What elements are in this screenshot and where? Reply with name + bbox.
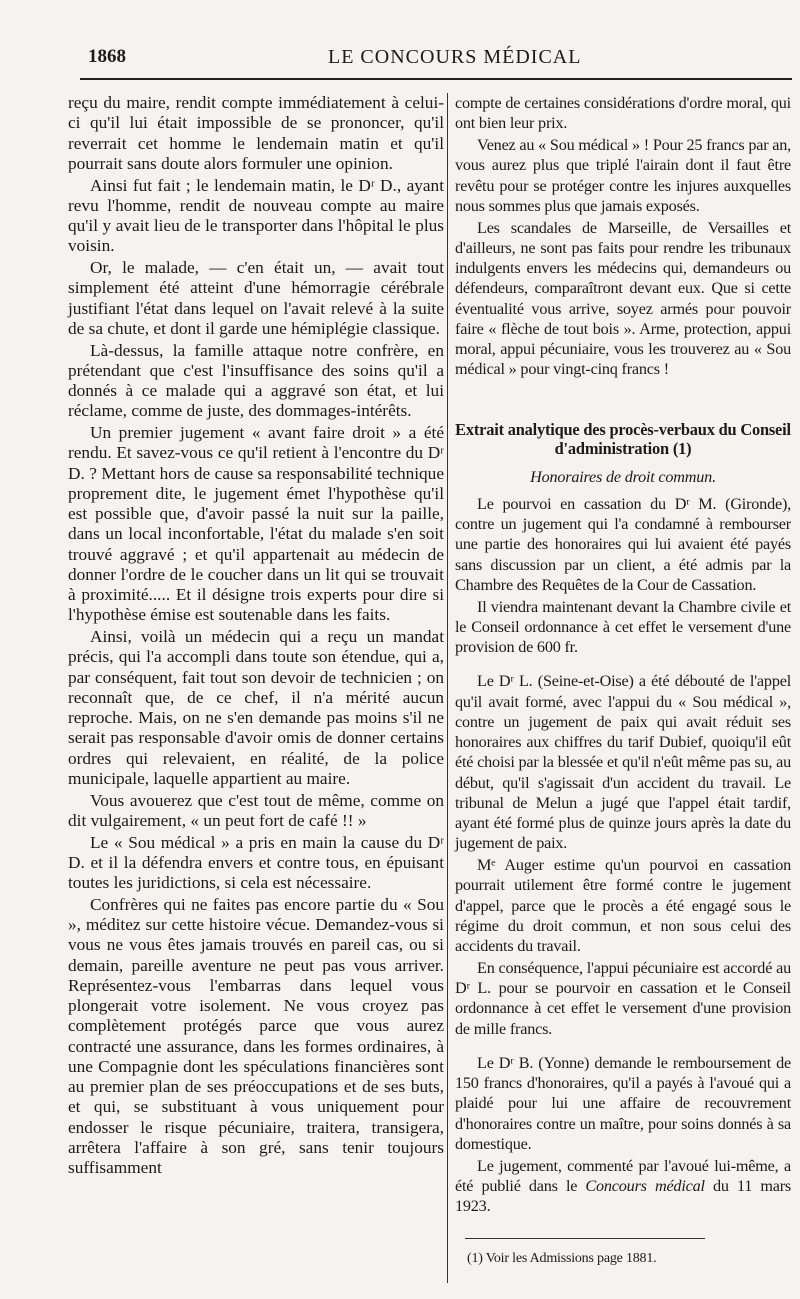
paragraph: reçu du maire, rendit compte immédiatement à celui-ci qu'il lui était impossible de se prononcer, qu'il reverrait cet homme le lendemain matin et qu'il pourrait sans doute alors formuler une opinion. xyxy=(68,93,444,173)
paragraph: Là-dessus, la famille attaque notre confrère, en prétendant que c'est l'insuffisance des soins qu'il a donnés à ce malade qui a aggravé son état, et lui réclame, comme de juste, des dommages-intérêts. xyxy=(68,340,444,421)
journal-title: Concours médical xyxy=(585,1176,705,1195)
paragraph: Venez au « Sou médical » ! Pour 25 francs par an, vous aurez plus que triplé l'airain dont il faut être revêtu pour se protéger contre les injures auxquelles nous sommes plus que jamais exposés. xyxy=(455,136,791,215)
page-number: 1868 xyxy=(88,46,126,67)
page-header xyxy=(88,44,760,74)
left-column xyxy=(68,93,444,1180)
footnote: (1) Voir les Admissions page 1881. xyxy=(467,1251,657,1267)
header-rule xyxy=(80,78,792,80)
paragraph: Le Dʳ B. (Yonne) demande le remboursement de 150 francs d'honoraires, qu'il a payés à l'avoué qui a plaidé pour lui une affaire de recouvrement d'honoraires contre un maître, pour soins donnés à sa domestique. xyxy=(455,1053,791,1153)
text: du 11 mars 1923. xyxy=(455,1176,792,1215)
paragraph: Mᵉ Auger estime qu'un pourvoi en cassation pourrait utilement être formé contre le jugement d'appel, parce que le procès a été engagé sous le régime du droit commun, et non sous celui des accidents du travail. xyxy=(455,856,791,955)
paragraph: Les scandales de Marseille, de Versailles et d'ailleurs, ne sont pas faits pour rendre les tribunaux indulgents envers les médecins qui, demandeurs ou défendeurs, comparaîtront devant eux. Que si cette éventualité vous arrive, soyez armés pour pouvoir faire « flèche de tout bois ». Arme, protection, appui moral, appui pécuniaire, vous les trouverez au « Sou médical » pour vingt-cinq francs ! xyxy=(455,218,791,379)
paragraph xyxy=(455,1156,791,1217)
paragraph: En conséquence, l'appui pécuniaire est accordé au Dʳ L. pour se pourvoir en cassation et le Conseil ordonnance à cet effet le versement d'une provision de mille francs. xyxy=(455,958,791,1038)
section-title: Extrait analytique des procès-verbaux du Conseil d'administration (1) xyxy=(455,419,791,458)
paragraph: Or, le malade, — c'en était un, — avait tout simplement été atteint d'une hémorragie cérébrale justifiant l'état dans lequel on l'avait relevé à la suite de sa chute, et dont il garde une hémiplégie classique. xyxy=(68,258,444,338)
right-column xyxy=(455,93,791,1271)
paragraph: compte de certaines considérations d'ordre moral, qui ont bien leur prix. xyxy=(455,94,791,133)
paragraph: Confrères qui ne faites pas encore partie du « Sou », méditez sur cette histoire vécue. Demandez-vous si vous ne vous êtes jamais trouvés en pareil cas, ou si demain, pareille aventure ne peut pas vous arriver. Représentez-vous l'embarras dans lequel vous plongerait votre isolement. Ne vous croyez pas complètement protégés parce que vous aurez contracté une assurance, dans les formes ordinaires, à une Compagnie dont les spéculations financières sont au premier plan de ses préoccupations et de ses buts, et qui, se substituant à vous uniquement pour endosser le risque pécuniaire, traitera, transigera, arrêtera l'affaire à son gré, sans tenir toujours suffisamment xyxy=(68,894,444,1177)
running-title: LE CONCOURS MÉDICAL xyxy=(328,46,582,68)
paragraph: Un premier jugement « avant faire droit » a été rendu. Et savez-vous ce qu'il retient à l'encontre du Dʳ D. ? Mettant hors de cause sa responsabilité technique proprement dite, le jugement émet l'hypothèse qu'il est possible que, d'avoir passé la nuit sur la paille, dans un local inconfortable, l'état du malade s'en soit trouvé aggravé ; et qu'il appartenait au médecin de donner l'ordre de le coucher dans un lit qui se trouvait à proximité..... Et il désigne trois experts pour dire si l'hypothèse émise est soutenable dans les faits. xyxy=(68,423,444,625)
paragraph: Vous avouerez que c'est tout de même, comme on dit vulgairement, « un peut fort de café !! » xyxy=(68,790,444,830)
paragraph: Ainsi, voilà un médecin qui a reçu un mandat précis, qui l'a accompli dans toute son étendue, qui a, par conséquent, fait tout son devoir de technicien ; on reconnaît que, de ce chef, il n'a mérité aucun reproche. Mais, on ne s'en demande pas moins s'il ne serait pas responsable d'avoir omis de donner certains ordres qui relevaient, en réalité, de la police municipale, laquelle appartient au maire. xyxy=(68,627,444,788)
paragraph: Le « Sou médical » a pris en main la cause du Dʳ D. et il la défendra envers et contre tous, en épuisant toutes les juridictions, si cela est nécessaire. xyxy=(68,832,444,892)
paragraph: Le Dʳ L. (Seine-et-Oise) a été débouté de l'appel qu'il avait formé, avec l'appui du « Sou médical », contre un jugement de paix qui avait réduit ses honoraires aux chiffres du tarif Dubief, quoiqu'il eût été choisi par la blessée et qu'il n'eût même pas su, au début, qu'il s'agissait d'un accident du travail. Le tribunal de Melun a jugé que l'appel était tardif, ayant été formé plus de quinze jours après la date du jugement de paix. xyxy=(455,672,791,853)
footnote-rule xyxy=(465,1238,705,1239)
text: Le jugement, commenté par l'avoué lui-même, a été publié dans le xyxy=(455,1156,791,1195)
column-divider xyxy=(447,93,448,1283)
paragraph: Ainsi fut fait ; le lendemain matin, le Dʳ D., ayant revu l'homme, rendit de nouveau compte au maire qu'il y avait lieu de le transporter dans l'hôpital le plus voisin. xyxy=(68,175,444,256)
section-subtitle: Honoraires de droit commun. xyxy=(530,467,716,486)
paragraph: Le pourvoi en cassation du Dʳ M. (Gironde), contre un jugement qui l'a condamné à rembourser une partie des honoraires qui lui avaient été payés sans discussion par un client, a été admis par la Chambre des Requêtes de la Cour de Cassation. xyxy=(455,494,791,594)
paragraph: Il viendra maintenant devant la Chambre civile et le Conseil ordonnance à cet effet le versement d'une provision de 600 fr. xyxy=(455,597,791,656)
